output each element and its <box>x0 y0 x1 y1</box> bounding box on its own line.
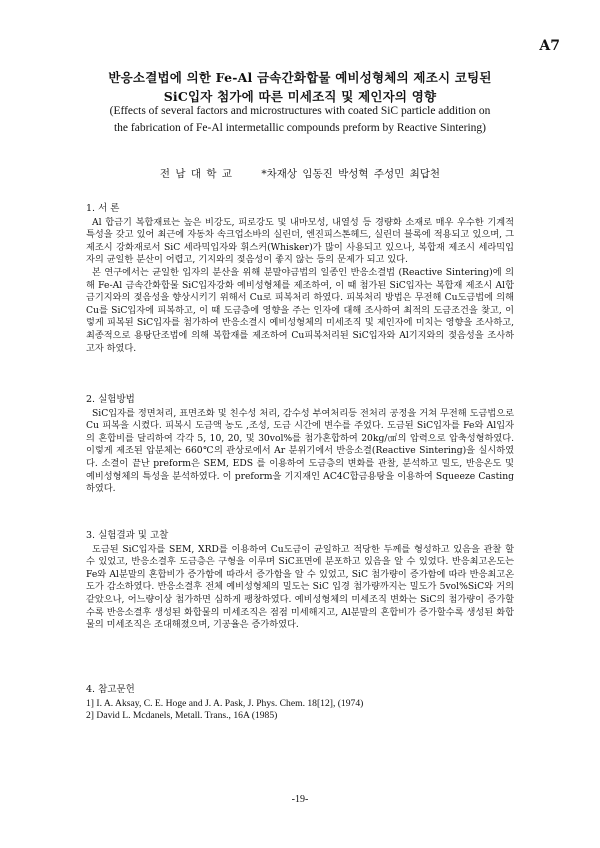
title-korean-line-2: SiC입자 첨가에 따른 미세조직 및 제인자의 영향 <box>163 89 437 104</box>
title-korean-line-1: 반응소결법에 의한 Fe-Al 금속간화합물 예비성형체의 제조시 코팅된 <box>108 70 492 85</box>
reference-item: 2] David L. Mcdanels, Metall. Trans., 16A (1985) <box>86 710 278 721</box>
section-heading: 4. 참고문헌 <box>86 684 135 695</box>
section-references <box>86 684 514 722</box>
paragraph: 도금된 SiC입자를 SEM, XRD를 이용하여 Cu도금이 균일하고 적당한 두께를 형성하고 있음을 관찰 할 수 있었고, 반응소결후 도금층은 구형을 이루며 SiC표면에 분포하고 있음을 알 수 있었다. 반응최고온도는 Fe와 Al분말의 혼합비가 증가함에 따라서 증가함을 알 수 있었고, SiC 첨가량이 증가함에 따라 반응최고온도가 감소하였다. 반응소결후 전체 예비성형체의 밀도는 SiC 입경 첨가량까지는 밀도가 5vol%SiC와 거의 같았으나, 어느량이상 첨가하면 심하게 팽창하였다. 예비성형체의 미세조직 변화는 SiC의 첨가량이 증가할수록 반응소결후 생성된 화합물의 미세조직은 점점 미세해지고, Al분말의 혼합비가 증가할수록 생성된 화합물의 미세조직은 조대해졌으며, 기공율은 증가하였다. <box>86 543 514 631</box>
title-english-line-2: the fabrication of Fe-Al intermetallic compounds preform by Reactive Sintering) <box>113 122 487 134</box>
section-heading: 2. 실험방법 <box>86 394 135 405</box>
page-id: A7 <box>539 38 560 54</box>
section-heading: 3. 실험결과 및 고찰 <box>86 530 169 541</box>
section-introduction <box>86 203 514 355</box>
affiliation: 전 남 대 학 교 <box>159 168 232 180</box>
page-number: -19- <box>291 794 309 805</box>
paragraph: 본 연구에서는 균일한 입자의 분산을 위해 분말야금법의 일종인 반응소결법 (Reactive Sintering)에 의해 Fe-Al 금속간화합물 SiC입자강화 예비성형체를 제조하여, 이 때 첨가된 SiC입자는 복합재 제조시 Al합금기지와의 젖음성을 향상시키기 위해서 Cu로 피복처리 하였다. 피복처리 방법은 무전해 Cu도금법에 의해 Cu를 SiC입자에 피복하고, 이 때 도금층에 영향을 주는 인자에 대해 조사하여 최적의 도금조건을 찾고, 이렇게 피복된 SiC입자를 첨가하여 반응소결시 예비성형체의 미세조직 및 제인자에 미치는 영향을 조사하고, 최종적으로 용탕단조법에 의해 복합재를 제조하여 Cu피복처리된 SiC입자와 Al기지와의 젖음성을 조사하고자 하였다. <box>86 266 514 354</box>
section-heading: 1. 서 론 <box>86 203 120 214</box>
paragraph: Al 합금기 복합재료는 높은 비강도, 피로강도 및 내마모성, 내열성 등 경량화 소재로 매우 우수한 기계적 특성을 갖고 있어 최근에 자동차 속크업소바의 실린더, 엔진피스톤헤드, 실린더 블록에 적용되고 있으며, 그 제조시 강화재로서 SiC 세라믹입자와 휘스커(Whisker)가 많이 사용되고 있으나, 복합재 제조시 세라믹입자의 균일한 분산이 어렵고, 기지와의 젖음성이 좋지 않는 등의 문제가 되고 있다. <box>86 216 514 266</box>
title-english-line-1: (Effects of several factors and microstructures with coated SiC particle addition on <box>109 105 491 117</box>
author-names: *차재상 임동진 박성혁 주성민 최답천 <box>261 168 441 180</box>
paragraph: SiC입자를 정면처리, 표면조화 및 친수성 처리, 감수성 부여처리등 전처리 공정을 거쳐 무전해 도금법으로 Cu 피복을 시켰다. 피복시 도금액 농도 ,조성, 도금 시간에 변수를 주었다. 도금된 SiC입자를 Fe와 Al입자의 혼합비를 달리하여 각각 5, 10, 20, 및 30vol%를 첨가혼합하여 20kg/㎠의 압력으로 압축성형하였다. 이렇게 제조된 압분체는 660℃의 관상로에서 Ar 분위기에서 반응소결(Reactive Sintering)을 실시하였다. 소결이 끝난 preform은 SEM, EDS 를 이용하여 도금층의 변화를 관찰, 분석하고 밀도, 반응온도 및 예비성형체의 특성을 분석하였다. 이 preform을 기지재인 AC4C합금용탕을 이용하여 Squeeze Casting하였다. <box>86 407 514 495</box>
section-methods <box>86 394 514 496</box>
section-results <box>86 530 514 632</box>
reference-item: 1] I. A. Aksay, C. E. Hoge and J. A. Pask, J. Phys. Chem. 18[12], (1974) <box>86 697 364 709</box>
author-line <box>0 166 600 181</box>
